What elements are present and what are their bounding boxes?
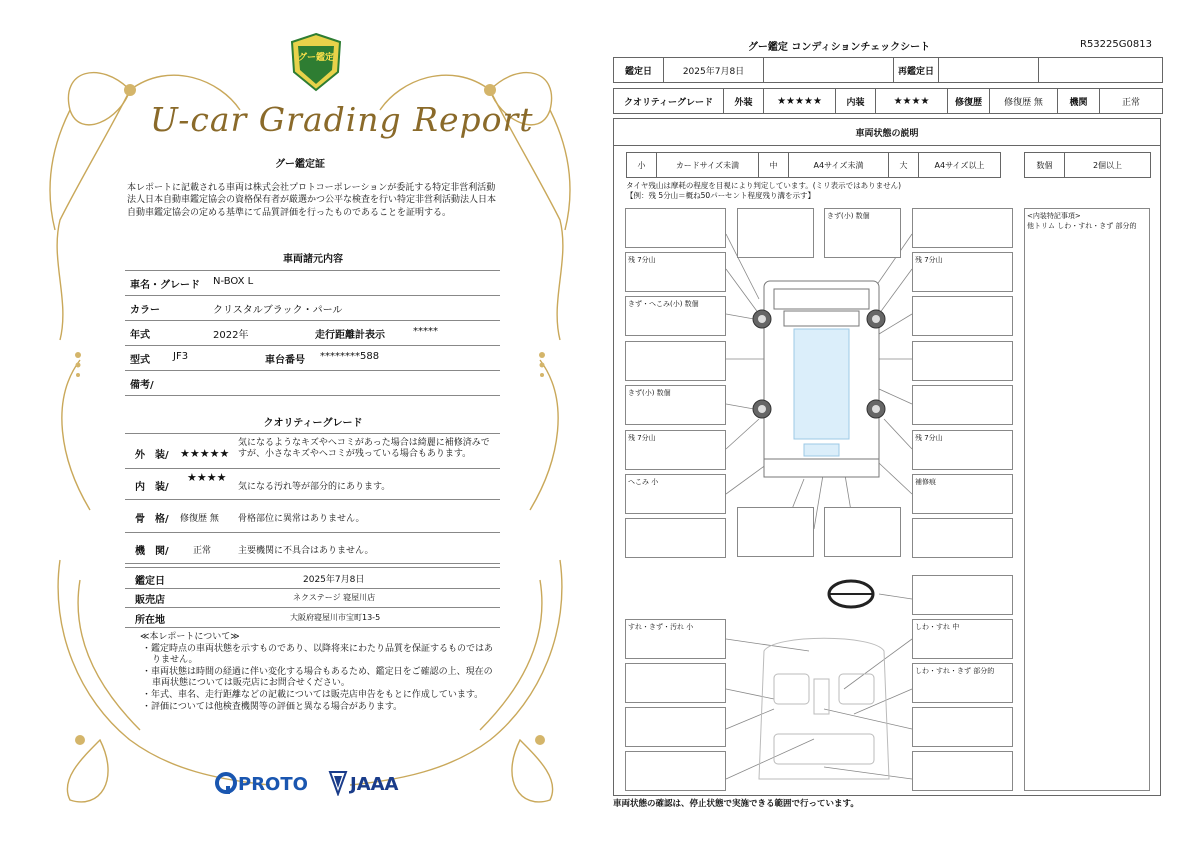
legend-count-desc: 2個以上	[1092, 160, 1123, 170]
badge-text: グー鑑定	[297, 53, 334, 63]
engine-value: 正常	[1121, 97, 1140, 108]
legend-small: 小	[627, 153, 657, 177]
quality-heading: クオリティーグレード	[263, 418, 363, 429]
damage-box	[625, 663, 726, 703]
name-label: 車名・グレード	[130, 280, 200, 291]
ext-label: 外装	[724, 89, 764, 113]
tire-note-2: 【例：残 5分山＝概ね50パーセント程度残り溝を示す】	[626, 191, 816, 200]
mileage-value: *****	[413, 326, 438, 337]
exterior-stars-icon: ★★★★★	[180, 447, 230, 460]
address-value: 大阪府寝屋川市宝町13-5	[290, 613, 381, 622]
remarks-label: 備考/	[130, 380, 154, 391]
blank-cell	[1039, 58, 1162, 82]
mileage-label: 走行距離計表示	[315, 330, 385, 341]
grade-row-frame	[125, 500, 500, 533]
damage-box	[824, 507, 901, 557]
reappraisal-label: 再鑑定日	[894, 58, 939, 82]
damage-note: 補修痕	[915, 478, 936, 486]
damage-note: きず・へこみ(小) 数個	[628, 300, 699, 308]
panel-title: 車両状態の説明	[614, 119, 1160, 146]
intro-paragraph: 本レポートに記載される車両は株式会社プロトコーポレーションが委託する特定非営利活動法人日本自動車鑑定協会の資格保有者が厳選かつ公平な検査を行い特定非営利活動法人日本自動車鑑定協会の定める基準にて品質評価を行ったものであることを証明する。	[127, 183, 497, 218]
tire-note: 残 7分山	[628, 256, 656, 264]
damage-box	[625, 341, 726, 381]
year-value: 2022年	[213, 330, 249, 341]
date-row	[613, 57, 1163, 83]
damage-box	[912, 707, 1013, 747]
interior-stars-icon: ★★★★	[187, 471, 227, 484]
int-stars-icon: ★★★★	[876, 89, 948, 113]
address-label: 所在地	[135, 615, 165, 626]
damage-note: へこみ 小	[628, 478, 659, 486]
damage-box	[625, 208, 726, 248]
damage-box	[625, 518, 726, 558]
engine-text: 主要機関に不具合はありません。	[238, 546, 374, 556]
damage-box	[912, 385, 1013, 425]
checksheet-title: グー鑑定 コンディションチェックシート	[747, 42, 931, 53]
damage-note: しわ・すれ 中	[915, 623, 960, 631]
chassis-value: ********588	[320, 351, 380, 362]
damage-box	[912, 619, 1013, 659]
certificate-subtitle: グー鑑定証	[275, 159, 325, 170]
info-row-shop	[125, 588, 500, 608]
damage-box	[912, 663, 1013, 703]
legend-medium-desc: A4サイズ未満	[789, 153, 889, 177]
info-row-address	[125, 608, 500, 628]
damage-box	[625, 252, 726, 292]
damage-note: きず(小) 数個	[827, 212, 870, 220]
year-label: 年式	[130, 330, 150, 341]
spec-row-model	[125, 346, 500, 371]
grade-row-engine	[125, 533, 500, 564]
damage-box	[912, 252, 1013, 292]
ext-stars-icon: ★★★★★	[764, 89, 836, 113]
name-value: N-BOX L	[213, 276, 254, 287]
interior-label: 内 装/	[135, 482, 169, 493]
legend-small-desc: カードサイズ未満	[657, 153, 759, 177]
notice-item: ・年式、車名、走行距離などの記載については販売店申告をもとに作成しています。	[142, 689, 484, 700]
legend-large: 大	[889, 153, 919, 177]
damage-box	[737, 208, 814, 258]
engine-label: 機 関/	[135, 546, 169, 557]
reappraisal-value	[939, 58, 1039, 82]
notice-item: ・鑑定時点の車両状態を示すものであり、以降将来にわたり品質を保証するものではありません。	[142, 643, 494, 666]
notice-item: ・評価については他検査機関等の評価と異なる場合があります。	[142, 701, 403, 712]
damage-box	[912, 208, 1013, 248]
model-value: JF3	[173, 351, 189, 362]
chassis-label: 車台番号	[265, 355, 305, 366]
damage-box	[912, 575, 1013, 615]
damage-box	[625, 474, 726, 514]
spec-row-year	[125, 321, 500, 346]
report-title: U-car Grading Report	[150, 100, 534, 139]
tire-note: 残 7分山	[628, 434, 656, 442]
damage-box	[625, 751, 726, 791]
damage-box	[625, 619, 726, 659]
damage-note: きず(小) 数個	[628, 389, 671, 397]
spec-row-name	[125, 271, 500, 296]
sheet-id: R53225G0813	[1080, 39, 1152, 50]
model-label: 型式	[130, 355, 150, 366]
interior-text: 気になる汚れ等が部分的にあります。	[238, 482, 391, 492]
engine-value: 正常	[193, 546, 212, 556]
history-label: 修復歴	[948, 89, 990, 113]
damage-note: すれ・きず・汚れ 小	[628, 623, 694, 631]
spec-heading: 車両諸元内容	[283, 254, 343, 265]
damage-box	[912, 474, 1013, 514]
exterior-label: 外 装/	[135, 450, 169, 461]
exterior-text: 気になるようなキズやヘコミがあった場合は綺麗に補修済みですが、小さなキズやヘコミが残っている場合もあります。	[238, 438, 490, 459]
notice-item: ・車両状態は時間の経過に伴い変化する場合もあるため、鑑定日をご確認の上、現在の車両状態については販売店にお問合せください。	[142, 666, 493, 689]
color-value: クリスタルブラック・パール	[213, 305, 343, 316]
blank-cell	[764, 58, 894, 82]
proto-brand: PROTO	[238, 774, 308, 795]
tire-note: 残 7分山	[915, 434, 943, 442]
damage-box	[625, 385, 726, 425]
jaaa-brand: JAAA	[350, 774, 399, 795]
appraisal-date-value: 2025年7月8日	[664, 58, 764, 82]
date-label: 鑑定日	[135, 576, 165, 587]
appraisal-date-label: 鑑定日	[614, 58, 664, 82]
legend-medium: 中	[759, 153, 789, 177]
spec-row-color	[125, 296, 500, 321]
frame-label: 骨 格/	[135, 514, 169, 525]
jaaa-logo-icon	[328, 770, 348, 796]
shop-label: 販売店	[135, 595, 165, 606]
damage-box	[912, 341, 1013, 381]
proto-logo-icon	[215, 772, 237, 794]
int-label: 内装	[836, 89, 876, 113]
history-value: 修復歴 無	[990, 89, 1058, 113]
spec-row-remarks	[125, 371, 500, 396]
quality-grade-label: クオリティーグレード	[614, 89, 724, 113]
checksheet-footer: 車両状態の確認は、停止状態で実施できる範囲で行っています。	[613, 799, 859, 809]
damage-box	[912, 296, 1013, 336]
color-label: カラー	[130, 305, 160, 316]
damage-box	[737, 507, 814, 557]
damage-box	[625, 430, 726, 470]
damage-box	[625, 296, 726, 336]
frame-text: 骨格部位に異常はありません。	[238, 514, 365, 524]
condition-panel	[613, 118, 1161, 796]
grade-row-interior	[125, 469, 500, 500]
interior-notes-title: <内装特記事項>	[1027, 212, 1081, 220]
legend-count: 数個	[1025, 153, 1065, 177]
damage-box	[625, 707, 726, 747]
damage-note: しわ・すれ・きず 部分的	[915, 667, 995, 675]
legend-large-desc: A4サイズ以上	[934, 160, 985, 170]
shop-value: ネクステージ 寝屋川店	[293, 593, 376, 602]
damage-box	[912, 751, 1013, 791]
frame-value: 修復歴 無	[180, 514, 219, 524]
tire-note-1: タイヤ残山は摩耗の程度を目視により判定しています。(ミリ表示ではありません)	[626, 181, 902, 190]
grade-summary-row	[613, 88, 1163, 114]
damage-box	[824, 208, 901, 258]
engine-label: 機関	[1058, 89, 1100, 113]
date-value: 2025年7月8日	[303, 575, 365, 585]
info-row-date	[125, 567, 500, 589]
damage-box	[912, 518, 1013, 558]
notice-title: ≪本レポートについて≫	[140, 632, 240, 642]
tire-note: 残 7分山	[915, 256, 943, 264]
interior-notes-text: 他トリム しわ・すれ・きず 部分的	[1027, 222, 1137, 230]
damage-box	[912, 430, 1013, 470]
grade-row-exterior	[125, 434, 500, 469]
notice-block	[140, 632, 495, 713]
